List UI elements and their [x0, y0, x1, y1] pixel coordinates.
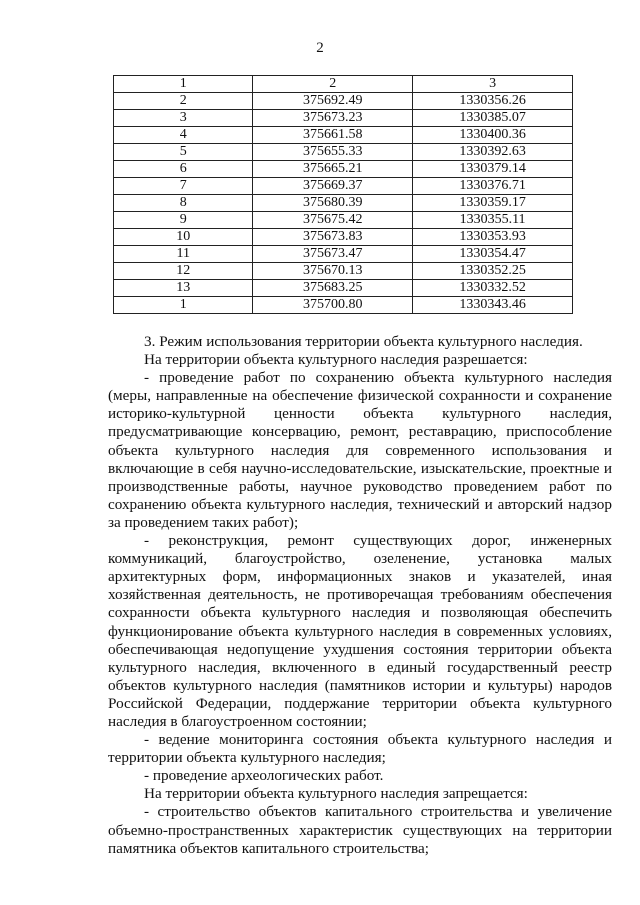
- table-cell: 1330400.36: [413, 127, 573, 144]
- table-cell: 2: [114, 93, 253, 110]
- table-cell: 3: [114, 110, 253, 127]
- table-cell: 375700.80: [253, 297, 413, 314]
- table-cell: 9: [114, 212, 253, 229]
- table-cell: 1330392.63: [413, 144, 573, 161]
- table-row: [114, 127, 573, 144]
- table-cell: 375675.42: [253, 212, 413, 229]
- table-row: [114, 229, 573, 246]
- table-cell: 12: [114, 263, 253, 280]
- table-cell: 375692.49: [253, 93, 413, 110]
- table-cell: 375655.33: [253, 144, 413, 161]
- table-cell: 375665.21: [253, 161, 413, 178]
- table-cell: 1330355.11: [413, 212, 573, 229]
- table-row: [114, 161, 573, 178]
- table-cell: 375669.37: [253, 178, 413, 195]
- table-cell: 13: [114, 280, 253, 297]
- table-cell: 1330379.14: [413, 161, 573, 178]
- table-cell: 11: [114, 246, 253, 263]
- list-item: - ведение мониторинга состояния объекта культурного наследия и территории объекта культурного наследия;: [108, 731, 612, 767]
- table-row: [114, 93, 573, 110]
- table-cell: 375683.25: [253, 280, 413, 297]
- paragraph: На территории объекта культурного наследия разрешается:: [144, 351, 528, 369]
- list-item: - строительство объектов капитального строительства и увеличение объемно-пространственных характеристик существующих на территории памятника объектов капитального строительства;: [108, 803, 612, 857]
- table-header-cell: 2: [253, 76, 413, 93]
- table-cell: 7: [114, 178, 253, 195]
- table-row: [114, 195, 573, 212]
- table-cell: 375673.47: [253, 246, 413, 263]
- list-item: - проведение работ по сохранению объекта культурного наследия (меры, направленные на обеспечение физической сохранности и сохранение историко-культурной ценности объекта культурного наследия, предусматривающие консервацию, ремонт, реставрацию, приспособление объекта культурного наследия для современного использования и включающие в себя научно-исследовательские, изыскательские, проектные и производственные работы, научное руководство проведением работ по сохранению объекта культурного наследия, технический и авторский надзор за проведением таких работ);: [108, 369, 612, 531]
- table-cell: 1330376.71: [413, 178, 573, 195]
- page-number: 2: [316, 40, 324, 56]
- table-row: [114, 297, 573, 314]
- table-row: [114, 212, 573, 229]
- table-cell: 1330356.26: [413, 93, 573, 110]
- table-cell: 375680.39: [253, 195, 413, 212]
- table-row: [114, 110, 573, 127]
- table-header-cell: 1: [114, 76, 253, 93]
- table-cell: 5: [114, 144, 253, 161]
- table-cell: 6: [114, 161, 253, 178]
- paragraph: На территории объекта культурного наследия запрещается:: [144, 785, 528, 803]
- table-cell: 1330385.07: [413, 110, 573, 127]
- coordinates-table: [113, 75, 573, 314]
- table-cell: 8: [114, 195, 253, 212]
- list-item: - реконструкция, ремонт существующих дорог, инженерных коммуникаций, благоустройство, озеленение, установка малых архитектурных форм, информационных знаков и указателей, иная хозяйственная деятельность, не противоречащая требованиям обеспечения сохранности объекта культурного наследия и позволяющая обеспечить функционирование объекта культурного наследия в современных условиях, обеспечивающая недопущение ухудшения состояния территории объекта культурного наследия, включенного в единый государственный реестр объектов культурного наследия (памятников истории и культуры) народов Российской Федерации, поддержание территории объекта культурного наследия в благоустроенном состоянии;: [108, 532, 612, 730]
- table-row: [114, 263, 573, 280]
- table-cell: 4: [114, 127, 253, 144]
- table-cell: 375670.13: [253, 263, 413, 280]
- table-row: [114, 144, 573, 161]
- table-row: [114, 178, 573, 195]
- table-cell: 1330359.17: [413, 195, 573, 212]
- section-heading: 3. Режим использования территории объекта культурного наследия.: [144, 333, 583, 350]
- table-cell: 1330354.47: [413, 246, 573, 263]
- table-row: [114, 246, 573, 263]
- table-header-row: [114, 76, 573, 93]
- table-row: [114, 280, 573, 297]
- table-cell: 1330343.46: [413, 297, 573, 314]
- list-item: - проведение археологических работ.: [144, 767, 384, 785]
- table-cell: 1330353.93: [413, 229, 573, 246]
- table-cell: 1330332.52: [413, 280, 573, 297]
- table-cell: 10: [114, 229, 253, 246]
- table-cell: 1330352.25: [413, 263, 573, 280]
- table-header-cell: 3: [413, 76, 573, 93]
- document-body: [108, 333, 612, 858]
- table-cell: 375673.23: [253, 110, 413, 127]
- table-cell: 375661.58: [253, 127, 413, 144]
- table-cell: 375673.83: [253, 229, 413, 246]
- table-cell: 1: [114, 297, 253, 314]
